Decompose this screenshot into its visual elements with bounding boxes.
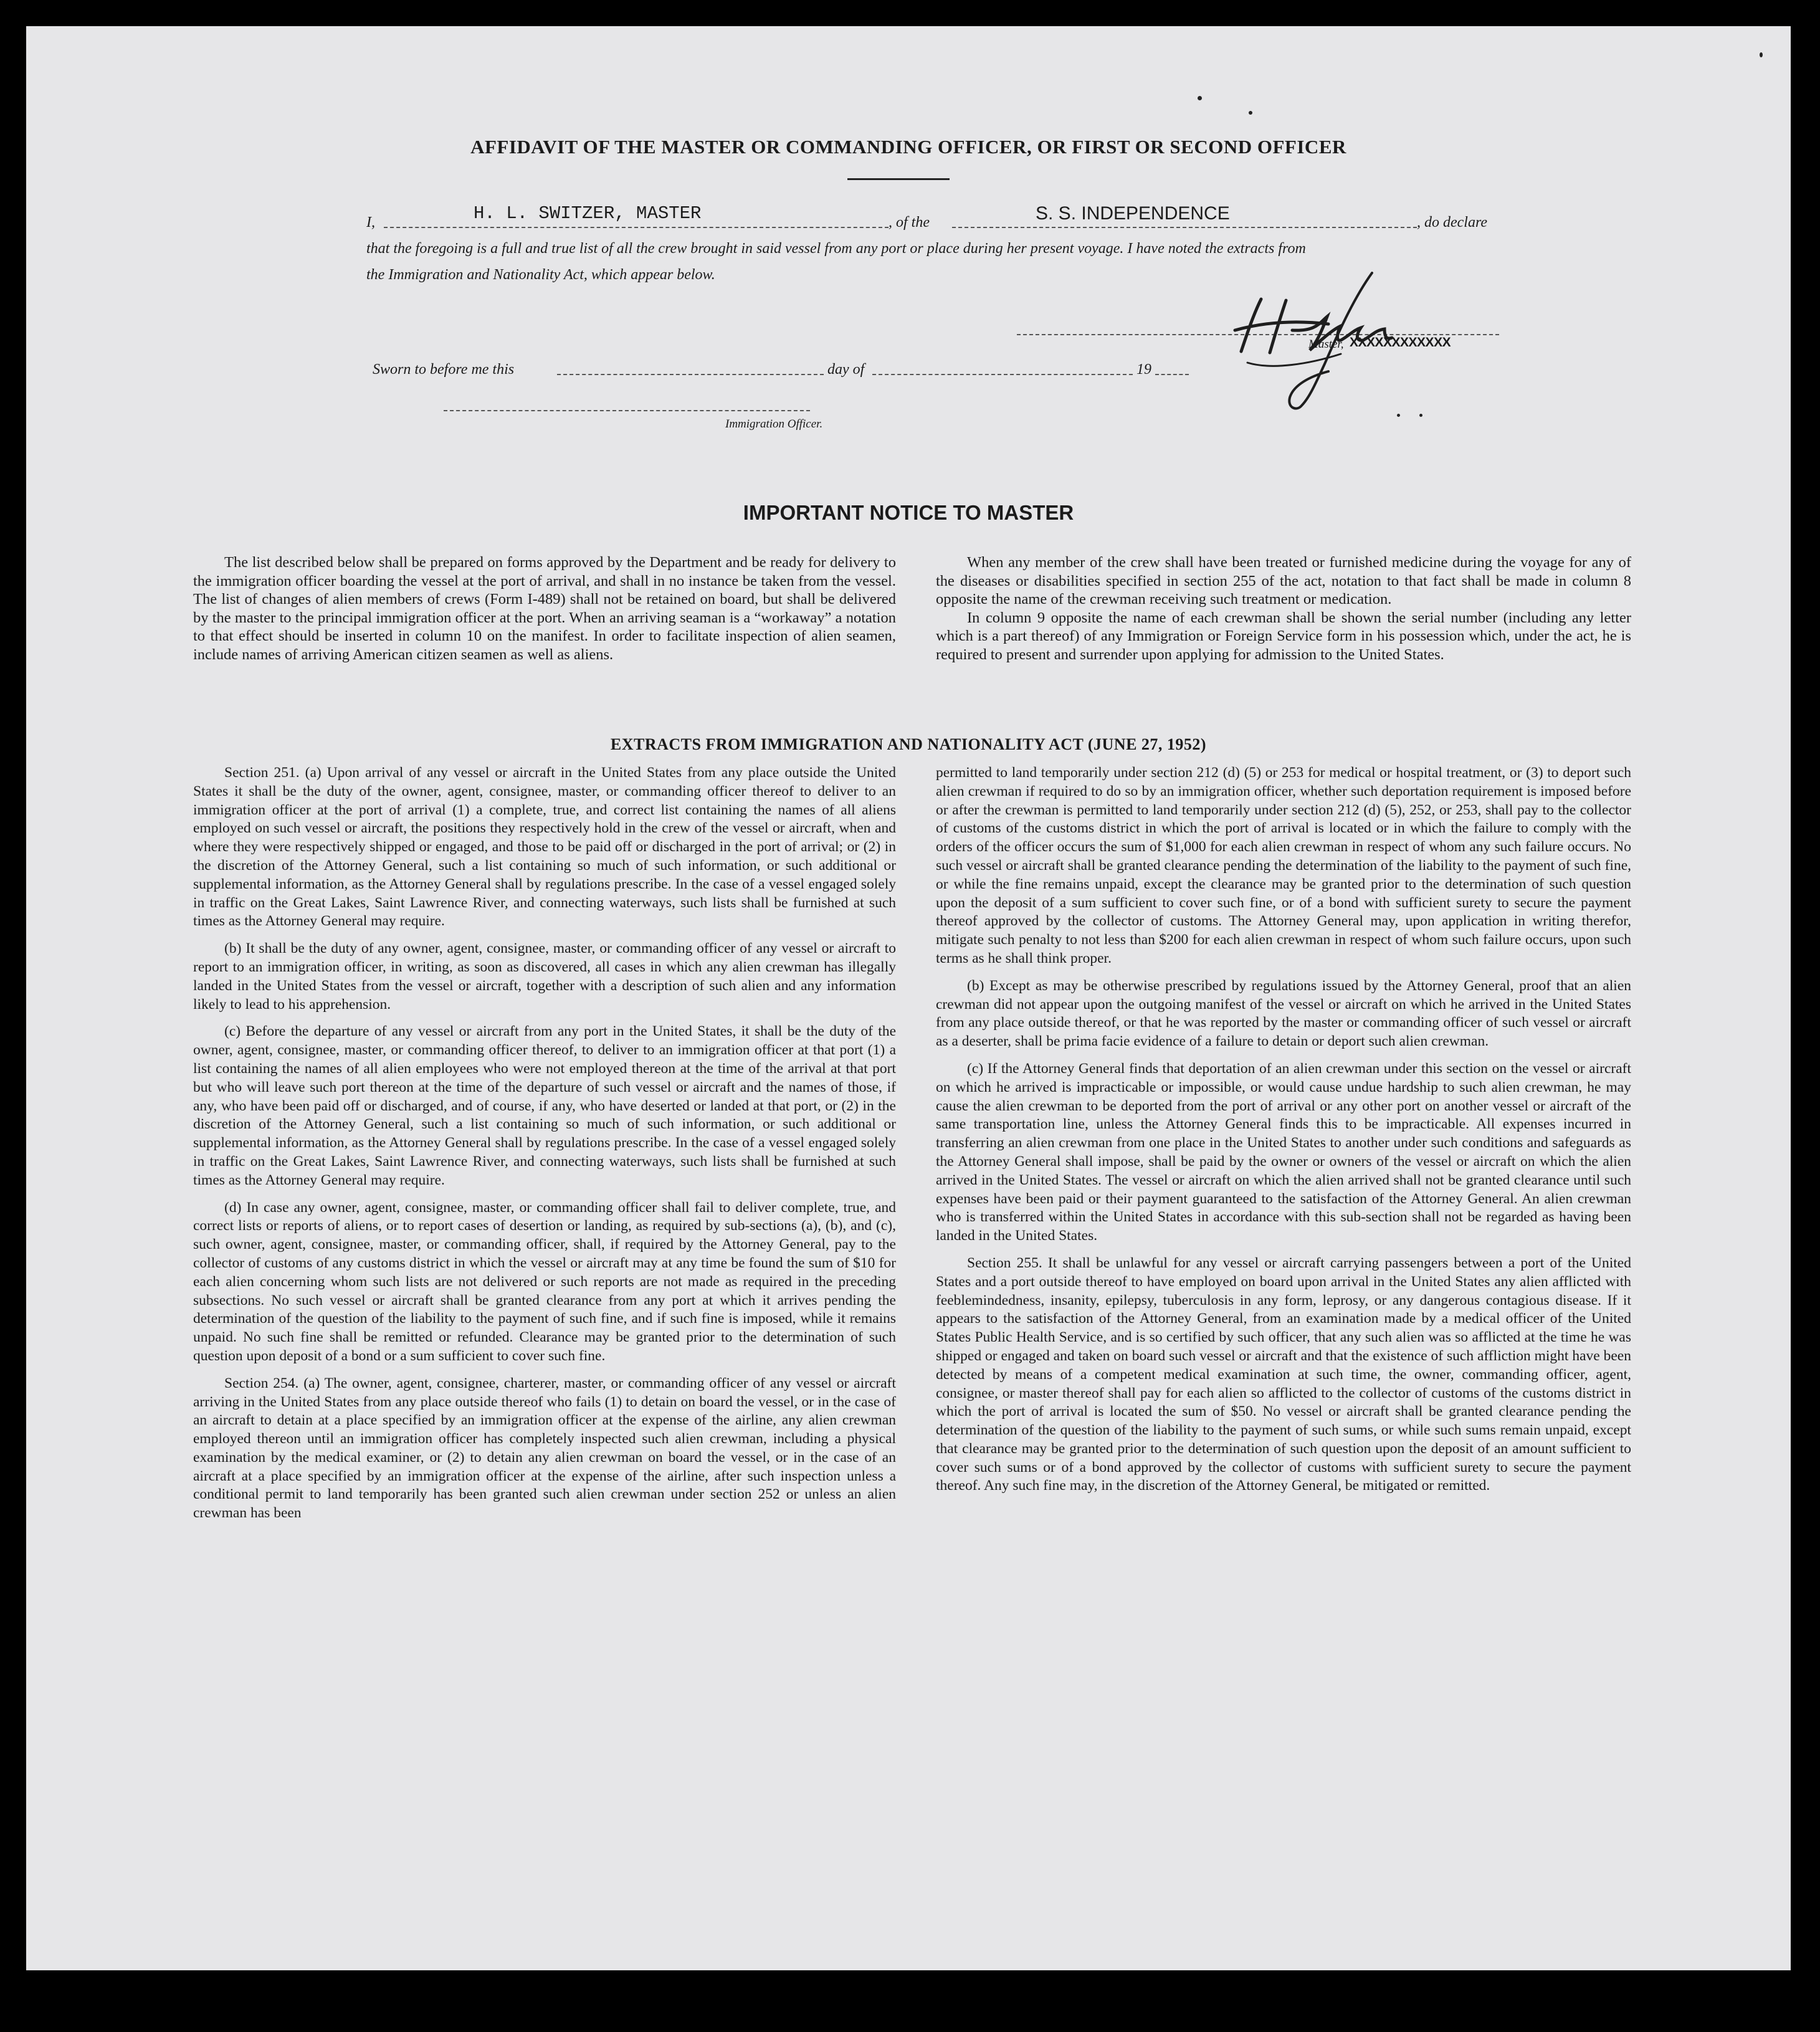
- notice-paragraph: When any member of the crew shall have been treated or furnished medicine during the voyage for any of the diseases or disabilities specified in section 255 of the act, notation to that fact shall be made in column 8 opposite the name of the crewman receiving such treatment or medication.: [936, 554, 1631, 608]
- section-paragraph: (b) Except as may be otherwise prescribed by regulations issued by the Attorney General, proof that an alien crewman did not appear upon the outgoing manifest of the vessel or aircraft on which he arrived in the United States from any place outside thereof, or that he was reported by the master or commanding officer of such vessel or aircraft as a deserter, shall be prima facie evidence of a failure to detain or deport such alien crewman.: [936, 977, 1631, 1050]
- section-paragraph: Section 251. (a) Upon arrival of any vessel or aircraft in the United States from any place outside the United States it shall be the duty of the owner, agent, consignee, master, or commanding officer thereof to deliver to an immigration officer at the port of arrival (1) a complete, true, and correct list containing the names of all aliens employed on such vessel or aircraft, the positions they respectively hold in the crew of the vessel or aircraft, when and where they were respectively shipped or engaged, and those to be paid off or discharged in the port of arrival; or (2) in the discretion of the Attorney General, such a list containing so much of such information, or such additional or supplemental information, as the Attorney General shall by regulations prescribe. In the case of a vessel engaged solely in traffic on the Great Lakes, Saint Lawrence River, and connecting waterways, such lists shall be furnished at such times as the Attorney General may require.: [193, 765, 896, 930]
- affidavit-line-3: the Immigration and Nationality Act, which appear below.: [366, 267, 715, 283]
- year-prefix: 19: [1136, 361, 1151, 378]
- master-label: Master,: [1308, 338, 1344, 351]
- scan-speck: [1419, 414, 1422, 417]
- title-divider: [847, 178, 950, 180]
- scan-speck: [1198, 96, 1202, 100]
- extracts-title: EXTRACTS FROM IMMIGRATION AND NATIONALITY ACT (JUNE 27, 1952): [610, 735, 1207, 753]
- section-paragraph: (b) It shall be the duty of any owner, agent, consignee, master, or commanding officer of any vessel or aircraft to report to an immigration officer, in writing, as soon as discovered, all cases in which any alien crewman has illegally landed in the United States from the vessel or aircraft, together with a description of such alien and any information likely to lead to his apprehension.: [193, 940, 896, 1013]
- of-the-label: , of the: [889, 214, 930, 231]
- struck-out-title: XXXXXXXXXXXX: [1350, 335, 1451, 350]
- affidavit-line-2: that the foregoing is a full and true list of all the crew brought in said vessel from any port or place during her present voyage. I have noted the extracts from: [366, 241, 1306, 257]
- notice-paragraph: In column 9 opposite the name of each crewman shall be shown the serial number (including any letter which is a part thereof) of any Immigration or Foreign Service form in his possession which, under the act, he is required to present and surrender upon applying for admission to the United States.: [936, 609, 1631, 663]
- section-paragraph: Section 255. It shall be unlawful for any vessel or aircraft carrying passengers between a port of the United States and a port outside thereof to have employed on board upon arrival in the United States any alien afflicted with feeblemindedness, insanity, epilepsy, tuberculosis in any form, leprosy, or any dangerous contagious disease. If it appears to the satisfaction of the Attorney General, from an examination made by a medical officer of the United States Public Health Service, and is so certified by such officer, that any such alien was so afflicted at the time he was shipped or engaged and taken on board such vessel or aircraft and that the existence of such affliction might have been detected by means of a competent medical examination at such time, the owner, commanding officer, agent, consignee, or master thereof shall pay for each alien so afflicted to the collector of customs of the customs district in which the port of arrival is located the sum of $50. No vessel or aircraft shall be granted clearance pending the determination of the question of the liability to the payment of such sums, or while such sums remain unpaid, except that clearance may be granted prior to the determination of such question upon the deposit of an amount sufficient to cover such sums or of a bond approved by the collector of customs with sufficient surety to secure the payment thereof. Any such fine may, in the discretion of the Attorney General, be mitigated or remitted.: [936, 1254, 1631, 1494]
- sworn-date-line: [557, 374, 824, 375]
- affidavit-title: AFFIDAVIT OF THE MASTER OR COMMANDING OFFICER, OR FIRST OR SECOND OFFICER: [470, 136, 1346, 158]
- notice-left-column: [193, 553, 896, 664]
- vessel-name-line: [952, 227, 1417, 228]
- scan-speck: [1249, 111, 1252, 115]
- extracts-right-column: [936, 764, 1631, 1504]
- section-paragraph: Section 254. (a) The owner, agent, consignee, charterer, master, or commanding officer of any vessel or aircraft arriving in the United States from any place outside thereof who fails (1) to detain on board the vessel, or in the case of an aircraft to detain at a place specified by an immigration officer at the expense of the airline, any alien crewman employed thereon until an immigration officer has completely inspected such alien crewman, including a physical examination by the medical examiner, or (2) to detain any alien crewman on board the vessel, or in the case of an aircraft at a place specified by an immigration officer at the expense of the airline, after such inspection unless a conditional permit to land temporarily has been granted such alien crewman under section 252 or unless an alien crewman has been: [193, 1375, 896, 1522]
- do-declare-label: , do declare: [1417, 214, 1488, 231]
- officer-name-field[interactable]: H. L. SWITZER, MASTER: [474, 203, 702, 224]
- section-paragraph: permitted to land temporarily under section 212 (d) (5) or 253 for medical or hospital treatment, or (3) to deport such alien crewman if required to do so by an immigration officer, whether such deportation requirement is imposed before or after the crewman is permitted to land temporarily under section 212 (d) (5), 252, or 253, shall pay to the collector of customs of the customs district in which the port of arrival is located or in which the failure to comply with the orders of the officer occurs the sum of $1,000 for each alien crewman in respect of whom any such failure occurs. No such vessel or aircraft shall be granted clearance pending the determination of the liability to the payment of such fine, or while the fine remains unpaid, except the clearance may be granted prior to the determination of such question upon the deposit of a sum sufficient to cover such fine, or of a bond with sufficient surety to secure the payment thereof approved by the collector of customs. The Attorney General may, upon application in writing therefor, mitigate such penalty to not less than $200 for each alien crewman in respect of whom such failure occurs, upon such terms as he shall think proper.: [936, 765, 1631, 966]
- month-line: [872, 374, 1133, 375]
- immigration-officer-label: Immigration Officer.: [725, 417, 823, 431]
- day-of-label: day of: [827, 361, 865, 378]
- scan-speck: [1760, 52, 1763, 57]
- year-line: [1155, 374, 1189, 375]
- section-paragraph: (c) Before the departure of any vessel or aircraft from any port in the United States, it shall be the duty of the owner, agent, consignee, master, or commanding officer thereof, to deliver to an immigration officer at that port (1) a list containing the names of all alien employees who were not employed thereon at the time of the arrival at that port but who will leave such port thereon at the time of the departure of such vessel or aircraft and the names of those, if any, who have been paid off or discharged, and of course, if any, who have deserted or landed at that port, or (2) in the discretion of the Attorney General, such a list containing so much of such information, or such additional or supplemental information, as the Attorney General shall by regulations prescribe. In the case of a vessel engaged solely in traffic on the Great Lakes, Saint Lawrence River, and connecting waterways, such lists shall be furnished at such times as the Attorney General may require.: [193, 1023, 896, 1188]
- notice-right-column: [936, 553, 1631, 664]
- vessel-name-field[interactable]: S. S. INDEPENDENCE: [1036, 203, 1230, 224]
- document-page: [26, 26, 1791, 1970]
- sworn-label: Sworn to before me this: [373, 361, 515, 378]
- section-paragraph: (d) In case any owner, agent, consignee, master, or commanding officer shall fail to deliver complete, true, and correct lists or reports of aliens, or to report cases of desertion or landing, as required by sub-sections (a), (b), and (c), such owner, agent, consignee, master, or commanding officer, shall, if required by the Attorney General, pay to the collector of customs of any customs district in which the vessel or aircraft may at any time be found the sum of $10 for each alien concerning whom such lists are not delivered or such reports are not made as required in the preceding subsections. No such vessel or aircraft shall be granted clearance from any port at which it arrives pending the determination of the question of the liability to the payment of such fine, and if such fine is imposed, while it remains unpaid. No such fine shall be remitted or refunded. Clearance may be granted prior to the determination of such question upon deposit of a bond or a sum sufficient to cover such fine.: [193, 1199, 896, 1364]
- scan-speck: [1397, 414, 1400, 417]
- notice-title: IMPORTANT NOTICE TO MASTER: [743, 501, 1074, 524]
- i-label: I,: [366, 214, 375, 231]
- extracts-left-column: [193, 764, 896, 1532]
- officer-name-line: [384, 227, 889, 228]
- section-paragraph: (c) If the Attorney General finds that deportation of an alien crewman under this section on the vessel or aircraft on which he arrived is impracticable or impossible, or would cause undue hardship to such alien crewman, he may cause the alien crewman to be deported from the port of arrival or any other port on another vessel or aircraft of the same transportation line, unless the Attorney General finds this to be impracticable. All expenses incurred in transferring an alien crewman from one place in the United States to another under such conditions and safeguards as the Attorney General shall impose, shall be paid by the owner or owners of the vessel or aircraft on which the alien arrived in the United States. The vessel or aircraft on which the alien arrived shall not be granted clearance until such expenses have been paid or their payment guaranteed to the satisfaction of the Attorney General. An alien crewman who is transferred within the United States in accordance with this sub-section shall not be regarded as having been landed in the United States.: [936, 1060, 1631, 1244]
- notice-paragraph: The list described below shall be prepared on forms approved by the Department and be ready for delivery to the immigration officer boarding the vessel at the port of arrival, and shall in no instance be taken from the vessel. The list of changes of alien members of crews (Form I-489) shall not be retained on board, but shall be delivered by the master to the principal immigration officer at the port. When an arriving seaman is a “workaway” a notation to that effect should be inserted in column 10 on the manifest. In order to facilitate inspection of alien seamen, include names of arriving American citizen seamen as well as aliens.: [193, 554, 896, 663]
- immigration-officer-line: [444, 410, 810, 411]
